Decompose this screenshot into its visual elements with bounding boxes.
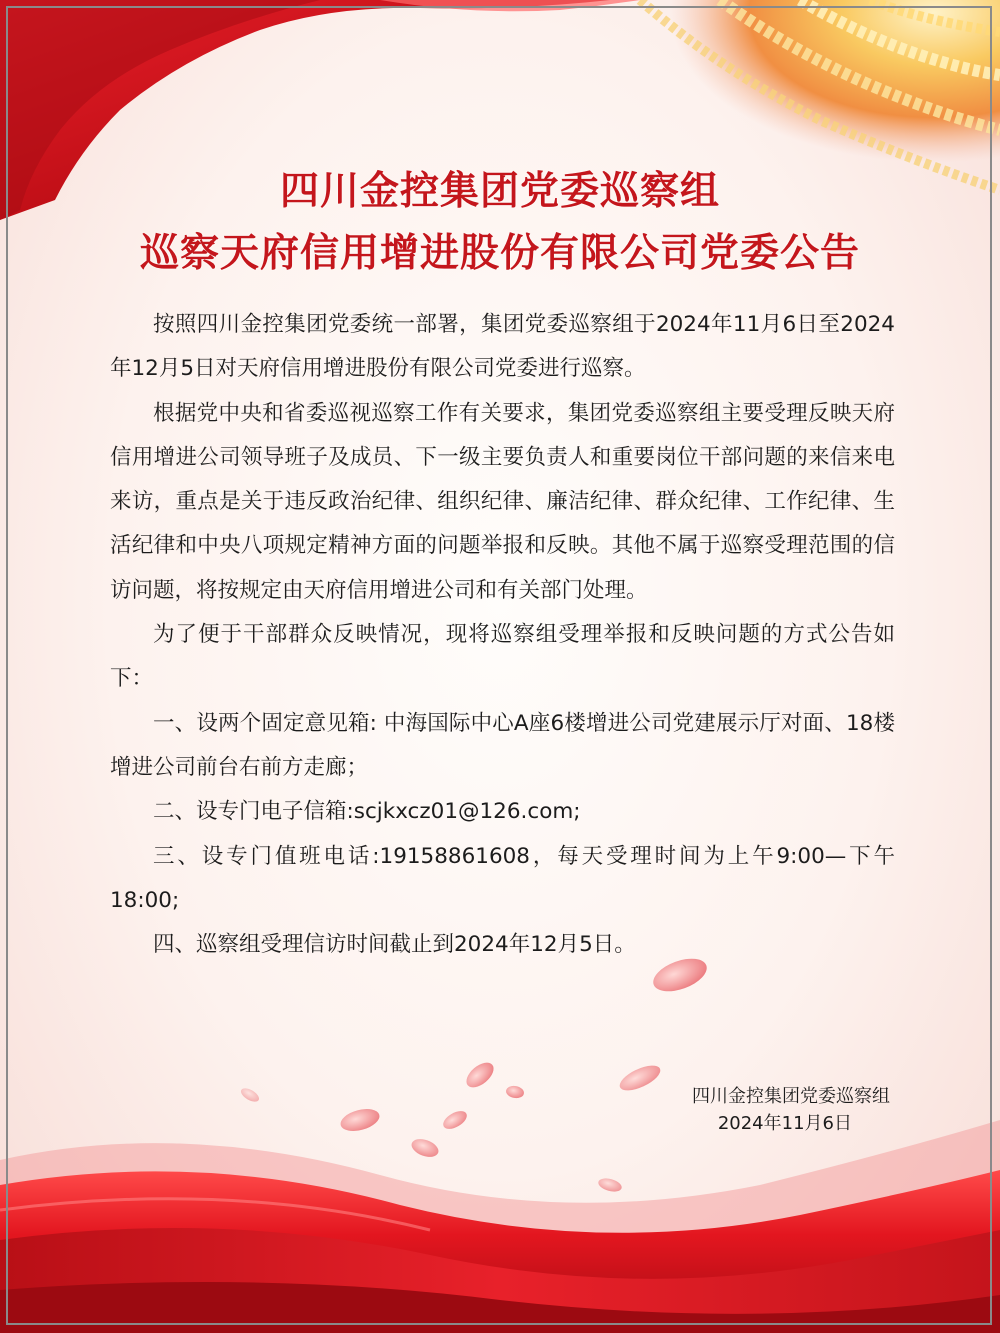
- red-wave-decoration: [0, 1120, 1000, 1333]
- signature-org: 四川金控集团党委巡察组: [692, 1086, 890, 1107]
- announcement-title-line2: 巡察天府信用增进股份有限公司党委公告: [139, 230, 860, 276]
- paragraph-suggestion-box: 一、设两个固定意见箱: 中海国际中心A座6楼增进公司党建展示厅对面、18楼增进公司前台右前方走廊；: [110, 710, 895, 780]
- paragraph-phone: 三、设专门值班电话:19158861608，每天受理时间为上午9:00—下午18:00;: [110, 843, 895, 913]
- signature-date: 2024年11月6日: [717, 1113, 852, 1134]
- paragraph-deployment: 按照四川金控集团党委统一部署，集团党委巡察组于2024年11月6日至2024年12月5日对天府信用增进股份有限公司党委进行巡察。: [110, 312, 895, 382]
- announcement-body: [110, 303, 895, 967]
- announcement-title-line1: 四川金控集团党委巡察组: [279, 168, 720, 214]
- falling-petals-decoration: [239, 952, 711, 1194]
- signature-block: [630, 1083, 890, 1137]
- paragraph-scope: 根据党中央和省委巡视巡察工作有关要求，集团党委巡察组主要受理反映天府信用增进公司领导班子及成员、下一级主要负责人和重要岗位干部问题的来信来电来访，重点是关于违反政治纪律、组织纪律、廉洁纪律、群众纪律、工作纪律、生活纪律和中央八项规定精神方面的问题举报和反映。其他不属于巡察受理范围的信访问题，将按规定由天府信用增进公司和有关部门处理。: [110, 400, 895, 603]
- paragraph-methods-intro: 为了便于干部群众反映情况，现将巡察组受理举报和反映问题的方式公告如下：: [110, 622, 895, 692]
- paragraph-deadline: 四、巡察组受理信访时间截止到2024年12月5日。: [153, 932, 636, 958]
- paragraph-email: 二、设专门电子信箱:scjkxcz01@126.com;: [153, 799, 581, 825]
